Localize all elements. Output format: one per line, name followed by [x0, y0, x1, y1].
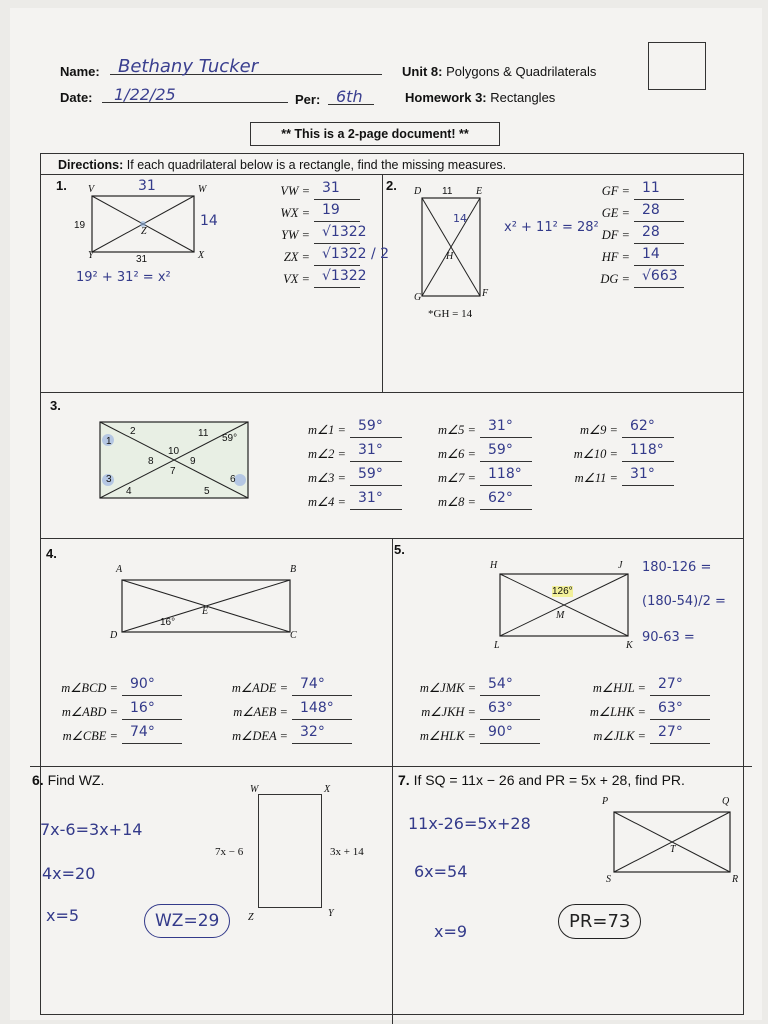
p6-work-3: x=5	[46, 906, 80, 925]
p5-c2-question-2: m∠LHK =	[589, 705, 646, 719]
p7-vertex-q: Q	[722, 796, 730, 807]
p5-c2-question-1: m∠HJL =	[592, 681, 646, 695]
directions-text: If each quadrilateral below is a rectangle, find the missing measures.	[126, 158, 507, 172]
p4-c2-blank-3	[292, 743, 352, 744]
p2-answer-5: √663	[642, 268, 678, 284]
p4-given-angle: 16°	[160, 617, 176, 628]
p3-c1-question-3: m∠3 =	[307, 471, 346, 485]
p1-blank-3	[314, 243, 360, 244]
p6-vertex-z: Z	[248, 912, 254, 923]
p4-vertex-a: A	[116, 564, 123, 575]
p1-vertex-v: V	[88, 184, 95, 195]
p5-given-angle: 126°	[552, 586, 573, 597]
p1-bottom-side: 31	[136, 254, 148, 265]
name-value: Bethany Tucker	[118, 56, 259, 77]
p5-work-3: 90-63 =	[642, 630, 695, 645]
p4-c2-answer-2: 148°	[300, 700, 334, 716]
p3-angle-10: 10	[168, 446, 180, 457]
p1-question-4: ZX =	[283, 250, 310, 264]
homework-heading	[405, 90, 555, 105]
p4-vertex-c: C	[290, 630, 297, 641]
p3-c2-question-3: m∠7 =	[437, 471, 476, 485]
p1-question-1: VW =	[280, 184, 310, 198]
p4-c2-blank-1	[292, 695, 352, 696]
p2-answer-1: 11	[642, 180, 660, 196]
p5-vertex-m: M	[556, 610, 565, 621]
p3-c3-answer-1: 62°	[630, 418, 655, 434]
p2-top-side: 11	[442, 186, 453, 197]
p2-vertex-e: E	[476, 186, 483, 197]
problem-7-prompt: If SQ = 11x − 26 and PR = 5x + 28, find PR.	[413, 772, 685, 788]
p2-blank-3	[634, 243, 684, 244]
homework-label: Homework 3:	[405, 90, 487, 105]
p2-question-4: HF =	[601, 250, 630, 264]
p3-c1-question-2: m∠2 =	[307, 447, 346, 461]
p1-vertex-x: X	[198, 250, 205, 261]
problem-5-number: 5.	[394, 542, 405, 557]
p2-question-2: GE =	[601, 206, 630, 220]
directions-label: Directions:	[58, 158, 124, 172]
p2-work: x² + 11² = 28²	[504, 220, 599, 235]
p5-c1-answer-1: 54°	[488, 676, 513, 692]
p3-c2-blank-2	[480, 461, 532, 462]
p1-answer-2: 19	[322, 202, 340, 218]
p6-left-side: 7x − 6	[215, 846, 244, 858]
p6-vertex-y: Y	[328, 908, 334, 919]
p3-c1-answer-2: 31°	[358, 442, 383, 458]
p3-c2-answer-1: 31°	[488, 418, 513, 434]
problem-7-heading	[398, 772, 685, 788]
p1-question-5: VX =	[283, 272, 310, 286]
p3-angle-8: 8	[148, 456, 154, 467]
p4-c1-question-3: m∠CBE =	[62, 729, 118, 743]
per-value: 6th	[336, 87, 363, 106]
p3-c3-answer-3: 31°	[630, 466, 655, 482]
p5-c2-answer-1: 27°	[658, 676, 683, 692]
p5-vertex-j: J	[618, 560, 623, 571]
directions	[58, 158, 506, 172]
p1-vertex-w: W	[198, 184, 207, 195]
problem-6-heading	[32, 772, 104, 788]
p1-blank-1	[314, 199, 360, 200]
p6-answer: WZ=29	[144, 904, 230, 938]
homework-title: Rectangles	[490, 90, 556, 105]
per-label: Per:	[295, 92, 321, 107]
p3-angle-6: 6	[230, 474, 236, 485]
p4-c2-answer-1: 74°	[300, 676, 325, 692]
p6-work-2: 4x=20	[42, 864, 96, 883]
p3-angle-1: 1	[106, 436, 112, 447]
p4-c2-blank-2	[292, 719, 352, 720]
p5-c2-blank-2	[650, 719, 710, 720]
p4-c1-answer-1: 90°	[130, 676, 155, 692]
p5-c1-blank-1	[480, 695, 540, 696]
p3-c1-answer-1: 59°	[358, 418, 383, 434]
p2-answer-4: 14	[642, 246, 660, 262]
unit-title: Polygons & Quadrilaterals	[446, 64, 597, 79]
p3-c2-question-4: m∠8 =	[437, 495, 476, 509]
p2-question-1: GF =	[601, 184, 630, 198]
p1-question-2: WX =	[280, 206, 310, 220]
p3-c2-answer-2: 59°	[488, 442, 513, 458]
p1-blank-5	[314, 287, 360, 288]
p2-vertex-g: G	[414, 292, 422, 303]
name-label: Name:	[60, 64, 100, 79]
problem-6-prompt: Find WZ.	[47, 772, 105, 788]
p4-c1-question-2: m∠ABD =	[61, 705, 118, 719]
p2-vertex-d: D	[414, 186, 422, 197]
p4-c1-answer-2: 16°	[130, 700, 155, 716]
p2-blank-5	[634, 287, 684, 288]
p5-vertex-k: K	[626, 640, 633, 651]
p5-work-2: (180-54)/2 =	[642, 594, 726, 609]
score-box	[648, 42, 706, 90]
p1-vertex-z: Z	[141, 226, 147, 237]
p7-answer: PR=73	[558, 904, 641, 939]
p3-given-angle: 59°	[222, 433, 238, 444]
p4-c1-blank-2	[122, 719, 182, 720]
problem-4-number: 4.	[46, 546, 57, 561]
p7-vertex-s: S	[606, 874, 611, 885]
problem-3-diagram	[96, 418, 256, 508]
p1-left-side: 19	[74, 220, 86, 231]
p4-c2-answer-3: 32°	[300, 724, 325, 740]
date-value: 1/22/25	[114, 85, 176, 104]
p3-angle-4: 4	[126, 486, 132, 497]
p2-blank-2	[634, 221, 684, 222]
date-label: Date:	[60, 90, 93, 105]
p4-c2-question-2: m∠AEB =	[233, 705, 288, 719]
p1-answer-1: 31	[322, 180, 340, 196]
p3-c2-answer-3: 118°	[488, 466, 522, 482]
p4-c1-blank-3	[122, 743, 182, 744]
p5-c2-answer-3: 27°	[658, 724, 683, 740]
p3-c2-blank-3	[480, 485, 532, 486]
p3-angle-2: 2	[130, 426, 136, 437]
p3-c2-question-1: m∠5 =	[437, 423, 476, 437]
p7-vertex-r: R	[732, 874, 739, 885]
p2-vertex-h: H	[446, 251, 454, 262]
p5-c1-blank-2	[480, 719, 540, 720]
problem-6-rectangle	[258, 794, 322, 908]
p7-work-1: 11x-26=5x+28	[408, 814, 531, 833]
problem-7-diagram	[610, 808, 736, 878]
p3-c1-answer-4: 31°	[358, 490, 383, 506]
p3-angle-9: 9	[190, 456, 196, 467]
p3-c1-blank-4	[350, 509, 402, 510]
p3-c3-question-2: m∠10 =	[573, 447, 618, 461]
unit-heading	[402, 64, 596, 79]
two-page-notice: ** This is a 2-page document! **	[250, 122, 500, 146]
p3-c3-blank-3	[622, 485, 674, 486]
problem-7-number: 7.	[398, 772, 410, 788]
p2-blank-4	[634, 265, 684, 266]
problem-3-number: 3.	[50, 398, 61, 413]
p5-c1-question-2: m∠JKH =	[421, 705, 476, 719]
p6-vertex-x: X	[324, 784, 331, 795]
p4-vertex-e: E	[202, 606, 209, 617]
p4-c2-question-3: m∠DEA =	[232, 729, 288, 743]
p4-c1-answer-3: 74°	[130, 724, 155, 740]
p2-diag-hand: 14	[453, 212, 467, 225]
problem-6-number: 6.	[32, 772, 44, 788]
p3-c1-blank-1	[350, 437, 402, 438]
problem-5-diagram	[496, 570, 636, 642]
p1-answer-5: √1322	[322, 268, 367, 284]
p1-top-hand: 31	[138, 178, 156, 194]
p5-c2-answer-2: 63°	[658, 700, 683, 716]
p3-c1-question-1: m∠1 =	[307, 423, 346, 437]
p6-vertex-w: W	[250, 784, 259, 795]
p2-answer-3: 28	[642, 224, 660, 240]
p3-c1-blank-2	[350, 461, 402, 462]
p4-vertex-b: B	[290, 564, 297, 575]
p1-answer-3: √1322	[322, 224, 367, 240]
p5-vertex-h: H	[490, 560, 498, 571]
worksheet	[10, 8, 762, 1020]
p3-c3-blank-2	[622, 461, 674, 462]
p3-angle-5: 5	[204, 486, 210, 497]
p5-c1-blank-3	[480, 743, 540, 744]
p4-vertex-d: D	[110, 630, 118, 641]
p2-answer-2: 28	[642, 202, 660, 218]
p5-c2-question-3: m∠JLK =	[593, 729, 646, 743]
p4-c1-blank-1	[122, 695, 182, 696]
p5-work-1: 180-126 =	[642, 560, 712, 575]
p7-work-2: 6x=54	[414, 862, 468, 881]
unit-label: Unit 8:	[402, 64, 443, 79]
p3-c3-answer-2: 118°	[630, 442, 664, 458]
p5-c2-blank-1	[650, 695, 710, 696]
p3-c1-answer-3: 59°	[358, 466, 383, 482]
p1-blank-4	[314, 265, 360, 266]
p5-c1-answer-3: 90°	[488, 724, 513, 740]
p2-question-5: DG =	[600, 272, 630, 286]
p5-c1-answer-2: 63°	[488, 700, 513, 716]
p3-c2-question-2: m∠6 =	[437, 447, 476, 461]
p2-note: *GH = 14	[428, 308, 473, 320]
p3-angle-3: 3	[106, 474, 112, 485]
p6-right-side: 3x + 14	[330, 846, 364, 858]
p4-c2-question-1: m∠ADE =	[231, 681, 288, 695]
p3-c3-question-1: m∠9 =	[579, 423, 618, 437]
p5-vertex-l: L	[494, 640, 500, 651]
p1-right-hand: 14	[200, 213, 218, 229]
p7-work-3: x=9	[434, 922, 468, 941]
p5-c2-blank-3	[650, 743, 710, 744]
p7-vertex-t: T	[670, 844, 676, 855]
p2-question-3: DF =	[601, 228, 630, 242]
p1-question-3: YW =	[281, 228, 310, 242]
p3-c3-question-3: m∠11 =	[574, 471, 618, 485]
p2-vertex-f: F	[482, 288, 489, 299]
p2-blank-1	[634, 199, 684, 200]
p3-c2-answer-4: 62°	[488, 490, 513, 506]
p3-c1-blank-3	[350, 485, 402, 486]
p3-c1-question-4: m∠4 =	[307, 495, 346, 509]
p6-work-1: 7x-6=3x+14	[40, 820, 143, 839]
p7-vertex-p: P	[602, 796, 609, 807]
p1-work: 19² + 31² = x²	[76, 270, 171, 285]
problem-1-number: 1.	[56, 178, 67, 193]
p1-blank-2	[314, 221, 360, 222]
p3-angle-7: 7	[170, 466, 176, 477]
p3-angle-11: 11	[198, 428, 209, 439]
p5-c1-question-1: m∠JMK =	[419, 681, 476, 695]
problem-2-number: 2.	[386, 178, 397, 193]
p3-c3-blank-1	[622, 437, 674, 438]
p1-answer-4: √1322 / 2	[322, 246, 390, 262]
p1-vertex-y: Y	[88, 250, 94, 261]
p5-c1-question-3: m∠HLK =	[419, 729, 476, 743]
p4-c1-question-1: m∠BCD =	[61, 681, 118, 695]
p3-c2-blank-1	[480, 437, 532, 438]
p3-c2-blank-4	[480, 509, 532, 510]
